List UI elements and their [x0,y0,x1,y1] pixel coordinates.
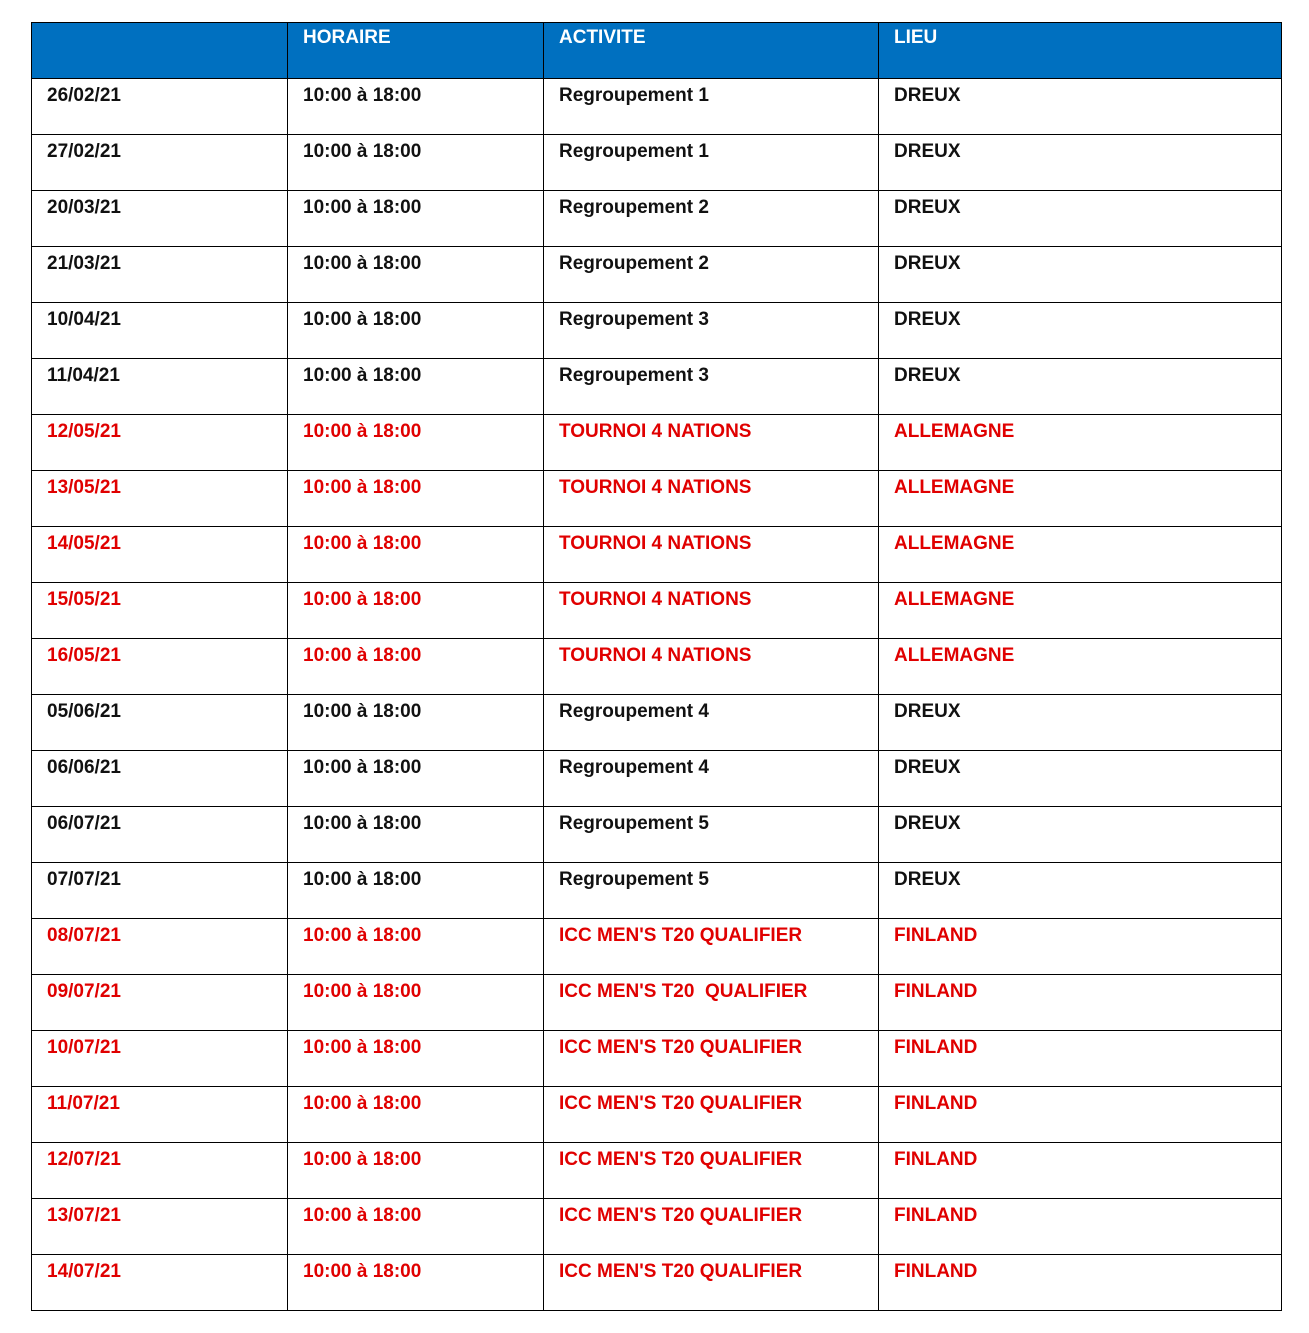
cell-activite: ICC MEN'S T20 QUALIFIER [544,1031,879,1087]
cell-activite: Regroupement 3 [544,303,879,359]
cell-horaire: 10:00 à 18:00 [288,1087,544,1143]
cell-activite: TOURNOI 4 NATIONS [544,527,879,583]
cell-activite: Regroupement 1 [544,79,879,135]
cell-lieu: DREUX [879,807,1282,863]
table-row [32,863,1282,919]
cell-date: 16/05/21 [32,639,288,695]
cell-horaire: 10:00 à 18:00 [288,247,544,303]
table-row [32,527,1282,583]
table-row [32,135,1282,191]
cell-horaire: 10:00 à 18:00 [288,807,544,863]
cell-activite: Regroupement 5 [544,807,879,863]
cell-activite: ICC MEN'S T20 QUALIFIER [544,975,879,1031]
cell-date: 10/07/21 [32,1031,288,1087]
cell-activite: Regroupement 4 [544,695,879,751]
cell-lieu: FINLAND [879,1255,1282,1311]
cell-lieu: DREUX [879,191,1282,247]
cell-activite: Regroupement 2 [544,247,879,303]
cell-horaire: 10:00 à 18:00 [288,583,544,639]
cell-date: 12/07/21 [32,1143,288,1199]
table-row [32,191,1282,247]
cell-horaire: 10:00 à 18:00 [288,1199,544,1255]
cell-horaire: 10:00 à 18:00 [288,191,544,247]
cell-date: 14/05/21 [32,527,288,583]
table-row [32,303,1282,359]
cell-horaire: 10:00 à 18:00 [288,919,544,975]
table-row [32,919,1282,975]
table-row [32,415,1282,471]
cell-date: 11/04/21 [32,359,288,415]
cell-activite: ICC MEN'S T20 QUALIFIER [544,919,879,975]
cell-lieu: ALLEMAGNE [879,415,1282,471]
cell-date: 14/07/21 [32,1255,288,1311]
cell-activite: ICC MEN'S T20 QUALIFIER [544,1087,879,1143]
cell-horaire: 10:00 à 18:00 [288,639,544,695]
table-row [32,1031,1282,1087]
cell-horaire: 10:00 à 18:00 [288,303,544,359]
cell-activite: Regroupement 2 [544,191,879,247]
cell-date: 21/03/21 [32,247,288,303]
cell-horaire: 10:00 à 18:00 [288,359,544,415]
cell-date: 05/06/21 [32,695,288,751]
table-row [32,79,1282,135]
cell-date: 26/02/21 [32,79,288,135]
cell-lieu: ALLEMAGNE [879,527,1282,583]
table-row [32,639,1282,695]
cell-horaire: 10:00 à 18:00 [288,527,544,583]
table-row [32,359,1282,415]
cell-date: 11/07/21 [32,1087,288,1143]
cell-horaire: 10:00 à 18:00 [288,695,544,751]
table-row [32,1143,1282,1199]
cell-activite: TOURNOI 4 NATIONS [544,583,879,639]
cell-date: 15/05/21 [32,583,288,639]
table-row [32,247,1282,303]
cell-activite: Regroupement 5 [544,863,879,919]
cell-activite: ICC MEN'S T20 QUALIFIER [544,1143,879,1199]
table-row [32,975,1282,1031]
cell-lieu: DREUX [879,695,1282,751]
cell-horaire: 10:00 à 18:00 [288,1255,544,1311]
cell-activite: ICC MEN'S T20 QUALIFIER [544,1199,879,1255]
cell-lieu: FINLAND [879,1143,1282,1199]
cell-date: 13/05/21 [32,471,288,527]
cell-horaire: 10:00 à 18:00 [288,1143,544,1199]
cell-date: 20/03/21 [32,191,288,247]
table-row [32,1199,1282,1255]
table-row [32,471,1282,527]
cell-horaire: 10:00 à 18:00 [288,471,544,527]
schedule-body [32,79,1282,1311]
schedule-table [31,22,1282,1311]
cell-activite: ICC MEN'S T20 QUALIFIER [544,1255,879,1311]
table-row [32,695,1282,751]
table-row [32,1087,1282,1143]
header-activite: ACTIVITE [544,23,879,79]
cell-lieu: DREUX [879,79,1282,135]
table-row [32,583,1282,639]
cell-lieu: ALLEMAGNE [879,471,1282,527]
cell-date: 27/02/21 [32,135,288,191]
schedule-header [32,23,1282,79]
cell-date: 10/04/21 [32,303,288,359]
cell-horaire: 10:00 à 18:00 [288,415,544,471]
cell-date: 08/07/21 [32,919,288,975]
cell-activite: Regroupement 1 [544,135,879,191]
cell-horaire: 10:00 à 18:00 [288,79,544,135]
cell-date: 06/07/21 [32,807,288,863]
cell-lieu: DREUX [879,751,1282,807]
cell-lieu: ALLEMAGNE [879,583,1282,639]
cell-lieu: DREUX [879,359,1282,415]
cell-horaire: 10:00 à 18:00 [288,863,544,919]
header-date [32,23,288,79]
cell-horaire: 10:00 à 18:00 [288,1031,544,1087]
cell-lieu: FINLAND [879,1031,1282,1087]
cell-lieu: DREUX [879,135,1282,191]
cell-activite: TOURNOI 4 NATIONS [544,415,879,471]
cell-horaire: 10:00 à 18:00 [288,751,544,807]
table-row [32,1255,1282,1311]
cell-date: 07/07/21 [32,863,288,919]
cell-horaire: 10:00 à 18:00 [288,975,544,1031]
cell-lieu: FINLAND [879,919,1282,975]
header-lieu: LIEU [879,23,1282,79]
header-horaire: HORAIRE [288,23,544,79]
cell-activite: TOURNOI 4 NATIONS [544,471,879,527]
cell-horaire: 10:00 à 18:00 [288,135,544,191]
cell-activite: Regroupement 4 [544,751,879,807]
cell-lieu: ALLEMAGNE [879,639,1282,695]
cell-date: 06/06/21 [32,751,288,807]
header-row [32,23,1282,79]
cell-lieu: DREUX [879,863,1282,919]
cell-lieu: FINLAND [879,975,1282,1031]
cell-date: 09/07/21 [32,975,288,1031]
cell-lieu: FINLAND [879,1199,1282,1255]
cell-activite: Regroupement 3 [544,359,879,415]
table-row [32,751,1282,807]
cell-lieu: FINLAND [879,1087,1282,1143]
cell-lieu: DREUX [879,247,1282,303]
cell-date: 12/05/21 [32,415,288,471]
cell-date: 13/07/21 [32,1199,288,1255]
table-row [32,807,1282,863]
cell-lieu: DREUX [879,303,1282,359]
cell-activite: TOURNOI 4 NATIONS [544,639,879,695]
